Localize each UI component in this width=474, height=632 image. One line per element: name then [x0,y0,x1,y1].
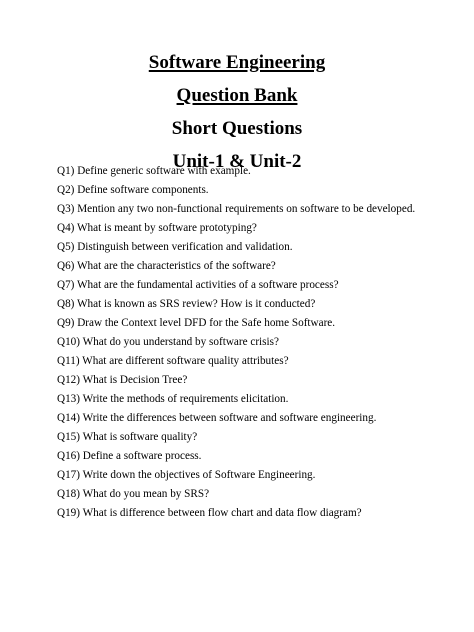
question-item: Q12) What is Decision Tree? [57,373,188,386]
question-item: Q16) Define a software process. [57,449,202,462]
question-item: Q10) What do you understand by software crisis? [57,335,279,348]
question-item: Q17) Write down the objectives of Software Engineering. [57,468,316,481]
section-title: Short Questions [171,118,303,139]
question-item: Q1) Define generic software with example. [57,165,251,177]
question-item: Q18) What do you mean by SRS? [57,487,210,500]
question-item: Q15) What is software quality? [57,430,198,443]
question-item: Q6) What are the characteristics of the software? [57,259,276,272]
question-item: Q14) Write the differences between software and software engineering. [57,411,377,424]
question-list [57,166,457,527]
question-item: Q13) Write the methods of requirements elicitation. [57,392,289,405]
question-item: Q4) What is meant by software prototyping? [57,221,257,234]
question-item: Q2) Define software components. [57,183,209,196]
question-item: Q19) What is difference between flow chart and data flow diagram? [57,506,362,519]
course-title: Software Engineering [148,52,326,73]
question-item: Q8) What is known as SRS review? How is it conducted? [57,297,316,310]
question-item: Q3) Mention any two non-functional requirements on software to be developed. [57,202,416,215]
question-item: Q9) Draw the Context level DFD for the Safe home Software. [57,316,336,329]
units-title: Unit-1 & Unit-2 [172,151,302,172]
question-bank-title: Question Bank [176,85,298,106]
question-item: Q5) Distinguish between verification and validation. [57,240,293,253]
question-item: Q7) What are the fundamental activities of a software process? [57,278,339,291]
question-item: Q11) What are different software quality attributes? [57,354,289,367]
